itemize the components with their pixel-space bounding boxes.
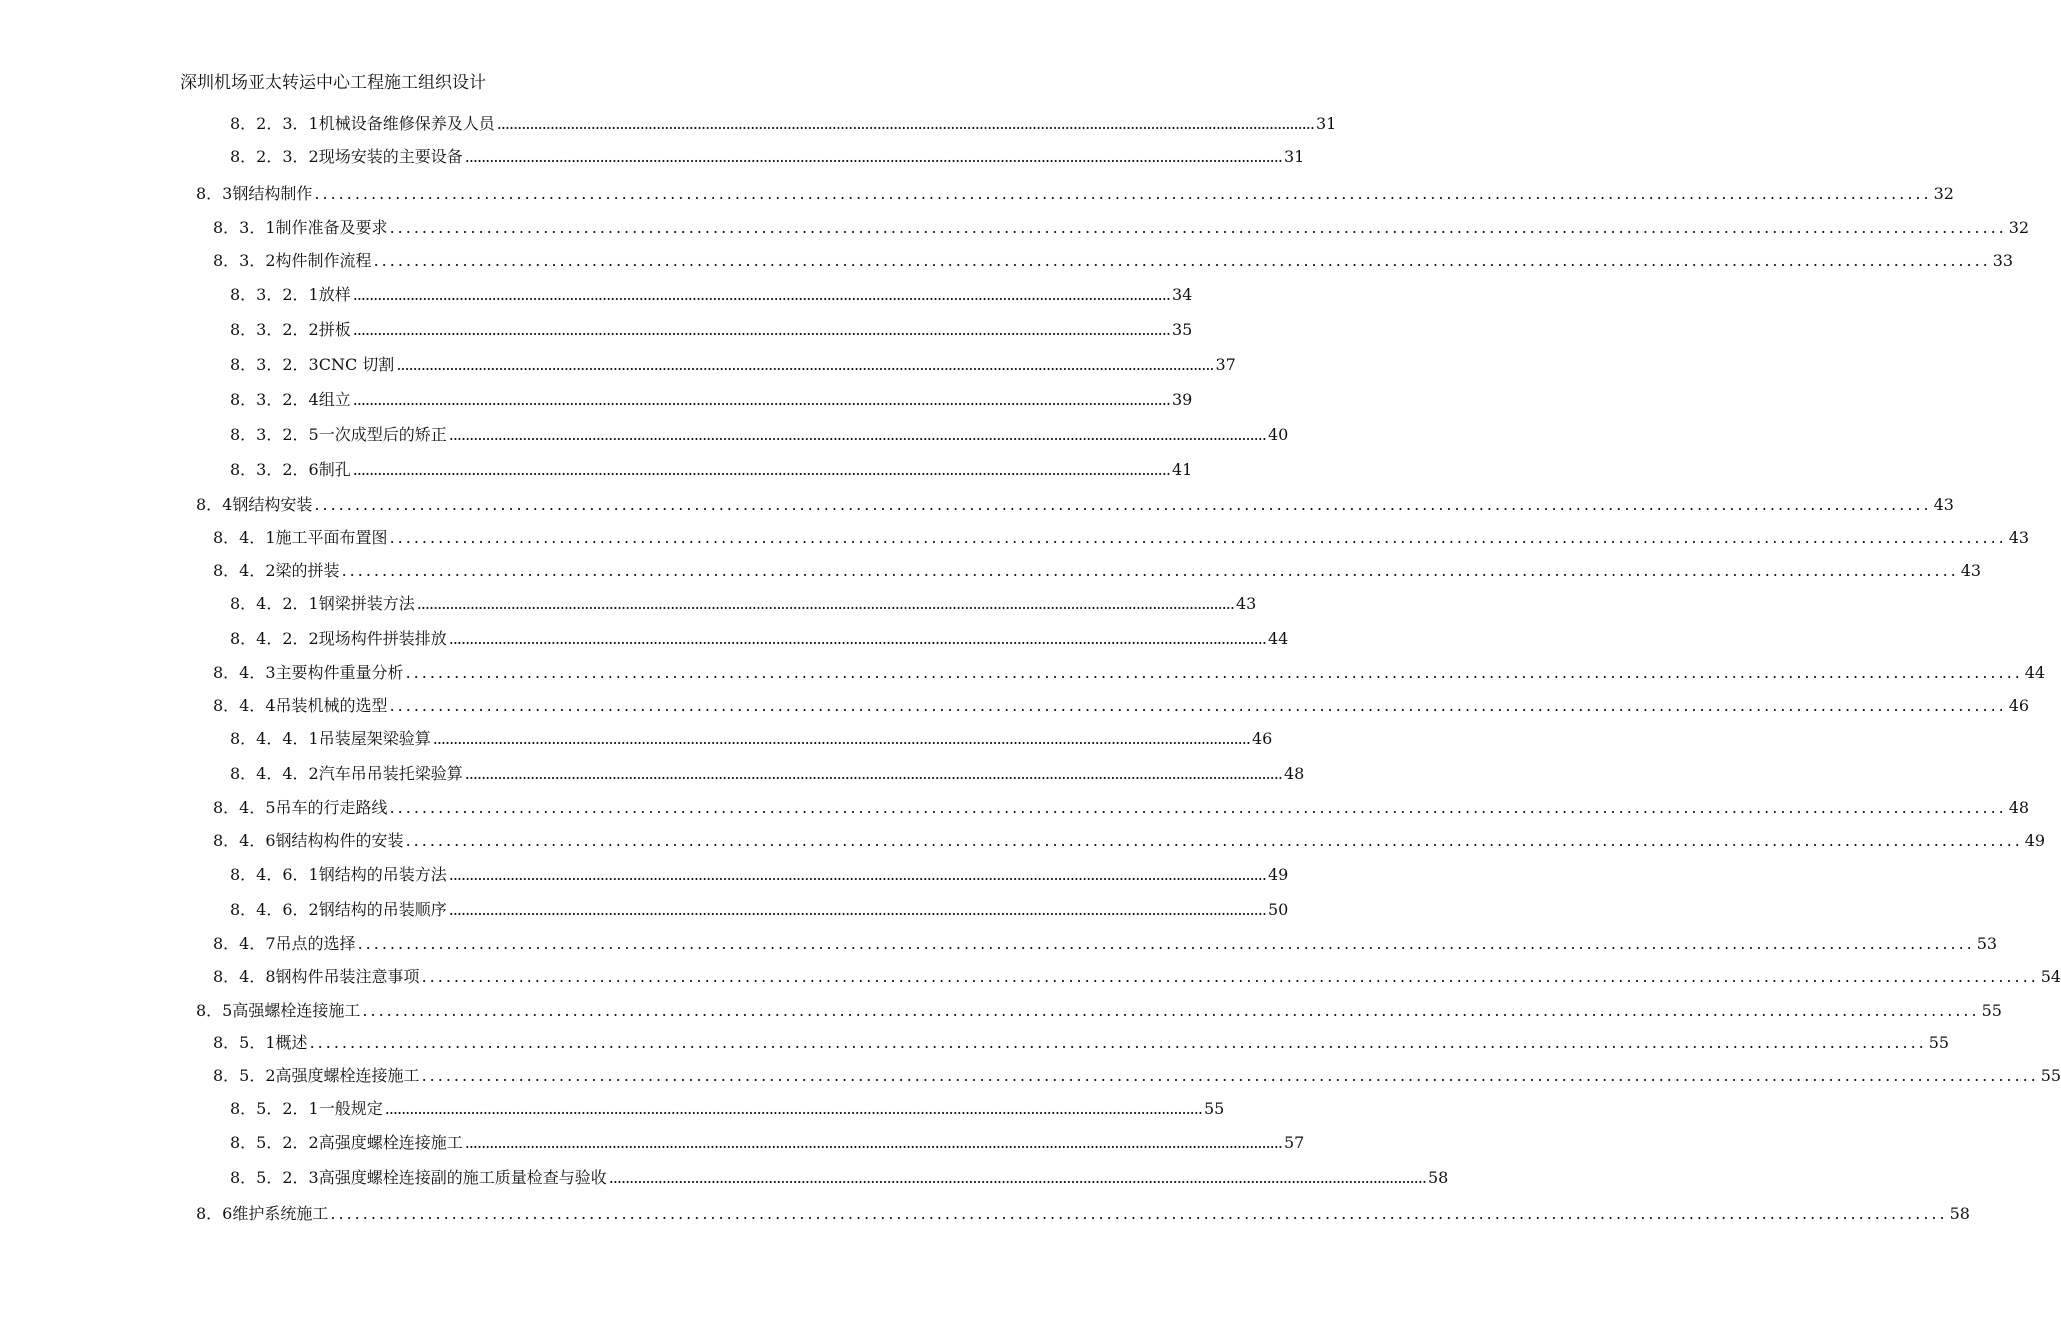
toc-dot-leader: ........................................................................................................................................................................................................ [405,663,2023,682]
toc-dot-leader: ........................................................................................................................................................................................................ [314,495,1932,514]
toc-entry-title: CNC 切割 [318,355,395,374]
toc-entry[interactable] [196,182,1954,206]
toc-entry-number: 8．4．6．1 [230,865,319,884]
toc-entry-page: 43 [2008,528,2030,547]
toc-entry-page: 58 [1427,1168,1449,1187]
toc-entry[interactable] [213,694,2030,718]
toc-dot-leader: ........................................................................................................................................................................................................ [389,696,2007,715]
toc-dot-leader: ........................................................................................................................................................................................................ [464,1133,1282,1152]
toc-entry-title: 机械设备维修保养及人员 [318,114,495,133]
toc-entry-title: 拼板 [318,320,351,339]
toc-entry[interactable] [230,592,1257,616]
toc-dot-leader: ........................................................................................................................................................................................................ [448,629,1266,648]
toc-entry-page: 31 [1315,114,1337,133]
toc-dot-leader: ........................................................................................................................................................................................................ [421,967,2039,986]
toc-entry[interactable] [213,1031,1950,1055]
toc-entry-number: 8．2．3．1 [230,114,319,133]
toc-entry[interactable] [213,932,1998,956]
toc-entry-number: 8．3．2．5 [230,425,319,444]
toc-dot-leader: ........................................................................................................................................................................................................ [352,390,1170,409]
toc-dot-leader: ........................................................................................................................................................................................................ [352,285,1170,304]
toc-entry[interactable] [196,1202,1970,1226]
toc-entry-number: 8．4．6．2 [230,900,319,919]
toc-entry-title: 钢结构安装 [232,495,313,514]
toc-entry[interactable] [230,1131,1305,1155]
toc-entry-page: 49 [1267,865,1289,884]
toc-entry-page: 53 [1976,934,1998,953]
toc-entry-number: 8．5．2．1 [230,1099,319,1118]
toc-entry-page: 37 [1215,355,1236,374]
toc-dot-leader: ........................................................................................................................................................................................................ [352,460,1170,479]
toc-entry-title: 施工平面布置图 [275,528,388,547]
toc-entry-number: 8．4．7 [213,934,276,953]
toc-entry-page: 43 [1235,594,1257,613]
toc-entry-page: 41 [1171,460,1193,479]
toc-dot-leader: ........................................................................................................................................................................................................ [496,114,1314,133]
toc-entry[interactable] [230,863,1289,887]
toc-entry[interactable] [230,283,1193,307]
toc-entry[interactable] [213,661,2046,685]
toc-entry-page: 49 [2024,831,2046,850]
toc-entry-number: 8．5．2．3 [230,1168,319,1187]
toc-dot-leader: ........................................................................................................................................................................................................ [373,251,1991,270]
toc-entry-page: 35 [1171,320,1193,339]
toc-entry-title: 一次成型后的矫正 [318,425,447,444]
toc-entry-title: 钢构件吊装注意事项 [275,967,420,986]
toc-entry-title: 梁的拼装 [275,561,340,580]
toc-dot-leader: ........................................................................................................................................................................................................ [341,561,1959,580]
toc-entry-page: 55 [1928,1033,1950,1052]
toc-entry-title: 一般规定 [318,1099,383,1118]
toc-entry-title: 制孔 [318,460,351,479]
toc-entry-number: 8．4．2．1 [230,594,319,613]
toc-entry-title: 现场构件拼装排放 [318,629,447,648]
toc-entry-title: 高强螺栓连接施工 [232,1001,361,1020]
toc-entry-title: 高强度螺栓连接施工 [318,1133,463,1152]
toc-entry-page: 32 [2008,218,2030,237]
toc-dot-leader: ........................................................................................................................................................................................................ [389,528,2007,547]
toc-entry-number: 8．6 [196,1204,233,1223]
toc-entry-number: 8．4．1 [213,528,276,547]
toc-dot-leader: ........................................................................................................................................................................................................ [314,184,1932,203]
toc-entry-page: 46 [2008,696,2030,715]
toc-entry-page: 48 [2008,798,2030,817]
toc-entry[interactable] [230,762,1305,786]
toc-entry[interactable] [230,145,1305,169]
toc-dot-leader: ........................................................................................................................................................................................................ [405,831,2023,850]
toc-entry[interactable] [196,493,1954,517]
toc-entry-title: 吊点的选择 [275,934,356,953]
toc-dot-leader: ........................................................................................................................................................................................................ [352,320,1170,339]
toc-entry-page: 55 [1203,1099,1225,1118]
toc-entry-number: 8．3．1 [213,218,276,237]
toc-entry[interactable] [230,423,1289,447]
toc-entry-page: 55 [2040,1066,2061,1085]
toc-entry-number: 8．3．2．1 [230,285,319,304]
toc-dot-leader: ........................................................................................................................................................................................................ [464,764,1282,783]
toc-entry-number: 8．4．6 [213,831,276,850]
toc-entry-number: 8．4 [196,495,233,514]
toc-entry-title: 构件制作流程 [275,251,372,270]
toc-entry-number: 8．3．2．4 [230,390,319,409]
toc-dot-leader: ........................................................................................................................................................................................................ [389,798,2007,817]
toc-entry-title: 维护系统施工 [232,1204,329,1223]
toc-entry-page: 48 [1283,764,1305,783]
toc-entry-number: 8．4．5 [213,798,276,817]
toc-entry-number: 8．4．2．2 [230,629,319,648]
toc-entry-page: 31 [1283,147,1305,166]
toc-entry-number: 8．3．2．2 [230,320,319,339]
toc-dot-leader: ........................................................................................................................................................................................................ [608,1168,1426,1187]
toc-entry[interactable] [230,898,1289,922]
toc-entry-number: 8．4．4．1 [230,729,319,748]
toc-dot-leader: ........................................................................................................................................................................................................ [330,1204,1948,1223]
toc-dot-leader: ........................................................................................................................................................................................................ [416,594,1234,613]
toc-dot-leader: ........................................................................................................................................................................................................ [396,355,1214,374]
toc-entry-number: 8．4．2 [213,561,276,580]
toc-dot-leader: ........................................................................................................................................................................................................ [448,425,1266,444]
toc-entry-number: 8．4．4 [213,696,276,715]
toc-dot-leader: ........................................................................................................................................................................................................ [357,934,1975,953]
toc-entry-number: 8．4．3 [213,663,276,682]
toc-entry-page: 40 [1267,425,1289,444]
toc-entry-title: 钢梁拼装方法 [318,594,415,613]
toc-entry-title: 现场安装的主要设备 [318,147,463,166]
toc-entry[interactable] [230,727,1273,751]
toc-entry-title: 钢结构的吊装顺序 [318,900,447,919]
toc-entry-page: 46 [1251,729,1273,748]
toc-entry-title: 高强度螺栓连接副的施工质量检查与验收 [318,1168,607,1187]
toc-entry[interactable] [230,318,1193,342]
toc-entry[interactable] [196,999,2002,1023]
toc-entry-page: 43 [1960,561,1982,580]
toc-entry-number: 8．5．2．2 [230,1133,319,1152]
toc-entry-page: 33 [1992,251,2014,270]
toc-entry-page: 54 [2040,967,2061,986]
toc-entry[interactable] [213,796,2030,820]
toc-entry-title: 组立 [318,390,351,409]
toc-entry[interactable] [213,1064,2061,1088]
toc-entry[interactable] [213,829,2046,853]
toc-entry[interactable] [213,559,1982,583]
toc-entry-title: 主要构件重量分析 [275,663,404,682]
toc-entry[interactable] [230,388,1193,412]
toc-entry-number: 8．5 [196,1001,233,1020]
toc-entry-page: 34 [1171,285,1193,304]
toc-entry-page: 39 [1171,390,1193,409]
toc-dot-leader: ........................................................................................................................................................................................................ [448,865,1266,884]
toc-entry-number: 8．4．4．2 [230,764,319,783]
toc-entry[interactable] [213,249,2014,273]
toc-entry-title: 吊装屋架梁验算 [318,729,431,748]
toc-entry-title: 吊车的行走路线 [275,798,388,817]
toc-entry-number: 8．4．8 [213,967,276,986]
toc-entry-title: 制作准备及要求 [275,218,388,237]
toc-dot-leader: ........................................................................................................................................................................................................ [421,1066,2039,1085]
toc-entry-number: 8．3 [196,184,233,203]
toc-entry[interactable] [230,353,1236,377]
page-header: 深圳机场亚太转运中心工程施工组织设计 [180,73,486,93]
toc-entry-title: 高强度螺栓连接施工 [275,1066,420,1085]
toc-entry-number: 8．2．3．2 [230,147,319,166]
toc-entry-page: 43 [1933,495,1954,514]
toc-entry-title: 钢结构制作 [232,184,313,203]
toc-dot-leader: ........................................................................................................................................................................................................ [309,1033,1927,1052]
toc-dot-leader: ........................................................................................................................................................................................................ [448,900,1266,919]
toc-entry[interactable] [230,458,1193,482]
toc-entry-title: 概述 [275,1033,308,1052]
toc-entry-number: 8．5．1 [213,1033,276,1052]
toc-entry[interactable] [213,965,2061,989]
toc-entry[interactable] [213,216,2030,240]
toc-dot-leader: ........................................................................................................................................................................................................ [384,1099,1202,1118]
toc-entry-title: 钢结构的吊装方法 [318,865,447,884]
toc-dot-leader: ........................................................................................................................................................................................................ [464,147,1282,166]
toc-entry-title: 钢结构构件的安装 [275,831,404,850]
toc-entry[interactable] [230,627,1289,651]
toc-entry-page: 50 [1267,900,1289,919]
toc-dot-leader: ........................................................................................................................................................................................................ [432,729,1250,748]
toc-dot-leader: ........................................................................................................................................................................................................ [362,1001,1980,1020]
toc-entry-title: 吊装机械的选型 [275,696,388,715]
toc-entry-number: 8．3．2．6 [230,460,319,479]
toc-entry[interactable] [230,1166,1449,1190]
toc-entry[interactable] [230,1097,1225,1121]
toc-entry-page: 44 [2024,663,2046,682]
toc-entry-page: 55 [1981,1001,2002,1020]
toc-entry[interactable] [230,112,1337,136]
toc-entry[interactable] [213,526,2030,550]
toc-dot-leader: ........................................................................................................................................................................................................ [389,218,2007,237]
toc-entry-page: 58 [1949,1204,1970,1223]
toc-entry-page: 44 [1267,629,1289,648]
toc-entry-page: 32 [1933,184,1954,203]
toc-entry-number: 8．5．2 [213,1066,276,1085]
toc-entry-title: 汽车吊吊装托梁验算 [318,764,463,783]
toc-entry-title: 放样 [318,285,351,304]
toc-entry-page: 57 [1283,1133,1305,1152]
toc-entry-number: 8．3．2 [213,251,276,270]
toc-entry-number: 8．3．2．3 [230,355,319,374]
